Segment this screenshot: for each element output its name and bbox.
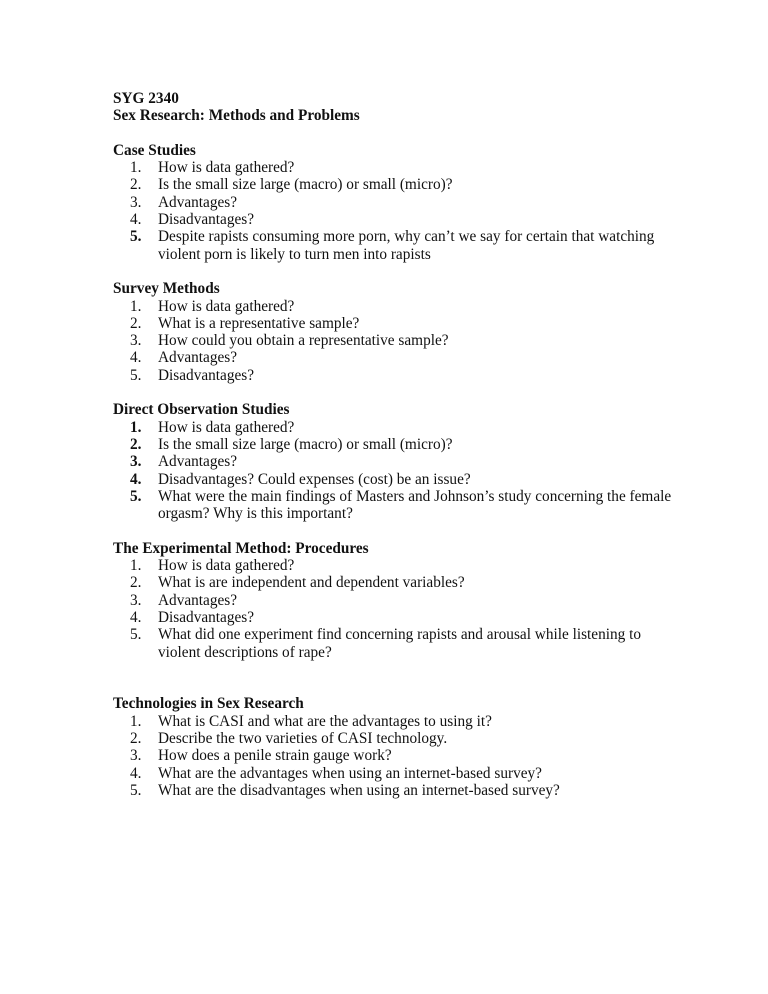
section (113, 540, 673, 661)
question-number: 5. (130, 781, 142, 799)
question-text: What were the main findings of Masters and Johnson’s study concerning the female orgasm? Why is this important? (158, 487, 672, 523)
question-text: Advantages? (158, 453, 238, 471)
question-text: How is data gathered? (158, 557, 295, 575)
question-number: 2. (130, 729, 142, 747)
question-number: 1. (130, 712, 142, 730)
question-list (113, 713, 673, 799)
course-code: SYG 2340 (113, 90, 179, 107)
question-item (113, 453, 673, 470)
question-number: 3. (130, 453, 142, 471)
question-item (113, 713, 673, 730)
question-item (113, 747, 673, 764)
question-number: 4. (130, 211, 142, 229)
question-item (113, 488, 673, 523)
section (113, 401, 673, 522)
sections (113, 142, 673, 799)
question-number: 5. (130, 487, 142, 505)
question-item (113, 332, 673, 349)
question-item (113, 176, 673, 193)
question-text: Despite rapists consuming more porn, why can’t we say for certain that watching violent porn is likely to turn men into rapists (158, 228, 655, 263)
question-list (113, 557, 673, 661)
question-number: 1. (130, 297, 142, 315)
question-text: What is are independent and dependent variables? (158, 574, 465, 592)
question-number: 5. (130, 366, 142, 384)
question-item (113, 574, 673, 591)
question-text: Advantages? (158, 349, 238, 367)
question-text: Is the small size large (macro) or small (micro)? (158, 176, 453, 194)
question-number: 4. (130, 608, 142, 626)
question-text: How does a penile strain gauge work? (158, 747, 392, 765)
question-text: What are the advantages when using an internet-based survey? (158, 764, 542, 782)
question-item (113, 194, 673, 211)
document-title: Sex Research: Methods and Problems (113, 107, 360, 125)
question-list (113, 298, 673, 384)
question-number: 1. (130, 418, 142, 436)
question-text: How is data gathered? (158, 418, 295, 436)
question-item (113, 298, 673, 315)
question-item (113, 315, 673, 332)
question-item (113, 228, 673, 263)
question-number: 2. (130, 176, 142, 194)
section-heading: Direct Observation Studies (113, 401, 290, 419)
question-item (113, 159, 673, 176)
question-number: 2. (130, 574, 142, 592)
question-text: How is data gathered? (158, 297, 295, 315)
question-text: Disadvantages? Could expenses (cost) be an issue? (158, 470, 471, 488)
question-text: What did one experiment find concerning rapists and arousal while listening to violent descriptions of rape? (158, 626, 641, 661)
question-item (113, 765, 673, 782)
document (113, 90, 673, 799)
question-item (113, 730, 673, 747)
question-number: 3. (130, 193, 142, 211)
section-heading: Technologies in Sex Research (113, 695, 304, 713)
question-number: 3. (130, 591, 142, 609)
question-number: 1. (130, 159, 142, 177)
question-number: 4. (130, 349, 142, 367)
question-number: 4. (130, 470, 142, 488)
section-heading: Survey Methods (113, 280, 220, 298)
question-item (113, 436, 673, 453)
question-text: How could you obtain a representative sample? (158, 332, 449, 350)
question-item (113, 211, 673, 228)
question-text: What are the disadvantages when using an internet-based survey? (158, 781, 560, 799)
question-number: 2. (130, 435, 142, 453)
question-number: 3. (130, 747, 142, 765)
section (113, 695, 673, 799)
question-item (113, 609, 673, 626)
question-number: 1. (130, 557, 142, 575)
section (113, 280, 673, 384)
question-item (113, 592, 673, 609)
question-number: 5. (130, 228, 142, 246)
question-item (113, 367, 673, 384)
question-text: Describe the two varieties of CASI technology. (158, 729, 448, 747)
section (113, 142, 673, 263)
question-item (113, 626, 673, 661)
section-heading: The Experimental Method: Procedures (113, 539, 369, 557)
section-heading: Case Studies (113, 141, 196, 159)
question-text: Disadvantages? (158, 366, 254, 384)
question-number: 4. (130, 764, 142, 782)
question-text: Disadvantages? (158, 608, 254, 626)
question-text: Disadvantages? (158, 211, 254, 229)
question-item (113, 782, 673, 799)
question-number: 2. (130, 314, 142, 332)
question-item (113, 471, 673, 488)
question-text: What is a representative sample? (158, 314, 360, 332)
question-list (113, 159, 673, 263)
question-number: 5. (130, 626, 142, 644)
question-number: 3. (130, 332, 142, 350)
question-item (113, 349, 673, 366)
question-item (113, 419, 673, 436)
question-text: How is data gathered? (158, 159, 295, 177)
question-text: Advantages? (158, 591, 238, 609)
question-list (113, 419, 673, 523)
question-text: Is the small size large (macro) or small (micro)? (158, 435, 453, 453)
question-text: What is CASI and what are the advantages to using it? (158, 712, 492, 730)
question-item (113, 557, 673, 574)
question-text: Advantages? (158, 193, 238, 211)
